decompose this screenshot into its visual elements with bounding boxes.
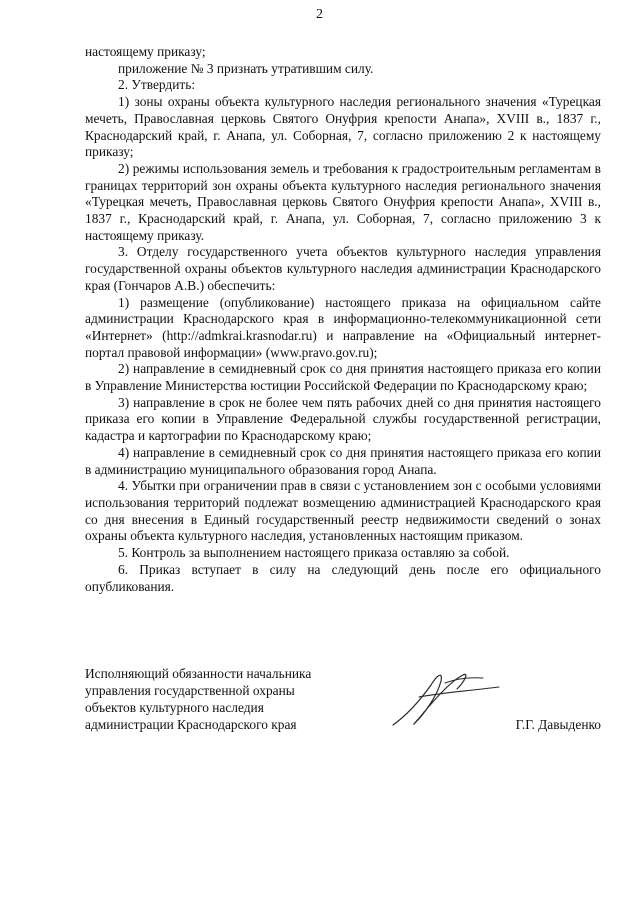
- paragraph: 2) направление в семидневный срок со дня принятия настоящего приказа его копии в Управление Министерства юстиции Российской Федерации по Краснодарскому краю;: [85, 361, 601, 394]
- paragraph: 1) зоны охраны объекта культурного наследия регионального значения «Турецкая мечеть, Православная церковь Святого Онуфрия крепости Анапа», XVIII в., 1837 г., Краснодарский край, г. Анапа, ул. Соборная, 7, согласно приложению 2 к настоящему приказу;: [85, 94, 601, 160]
- page-number: 2: [316, 7, 323, 22]
- signatory-title-line: Исполняющий обязанности начальника: [85, 666, 312, 681]
- signature-stroke: [419, 687, 499, 697]
- paragraph: 2. Утвердить:: [118, 77, 196, 93]
- paragraph: приложение № 3 признать утратившим силу.: [118, 60, 374, 76]
- document-body: [85, 44, 601, 595]
- signatory-title-line: объектов культурного наследия: [85, 700, 264, 715]
- handwritten-signature: [385, 663, 505, 733]
- signatory-title-line: администрации Краснодарского края: [85, 717, 297, 732]
- signature-block: [85, 665, 601, 745]
- signatory-title-line: управления государственной охраны: [85, 683, 295, 698]
- paragraph: 1) размещение (опубликование) настоящего приказа на официальном сайте администрации Краснодарского края в информационно-телекоммуникационной сети «Интернет» (http://admkrai.krasnodar.ru) и направление на «Официальный интернет-портал правовой информации» (www.pravo.gov.ru);: [85, 294, 601, 360]
- paragraph: 4. Убытки при ограничении прав в связи с установлением зон с особыми условиями использования территорий подлежат возмещению администрацией Краснодарского края со дня внесения в Единый государственный реестр недвижимости сведений о зонах охраны объекта культурного наследия, установленных настоящим приказом.: [85, 478, 601, 544]
- paragraph: 3) направление в срок не более чем пять рабочих дней со дня принятия настоящего приказа его копии в Управление Федеральной службы государственной регистрации, кадастра и картографии по Краснодарскому краю;: [85, 394, 601, 444]
- paragraph: 6. Приказ вступает в силу на следующий день после его официального опубликования.: [85, 561, 601, 594]
- paragraph: 4) направление в семидневный срок со дня принятия настоящего приказа его копии в администрацию муниципального образования город Анапа.: [85, 444, 601, 477]
- signatory-name: Г.Г. Давыденко: [515, 717, 601, 732]
- signatory-title: [85, 665, 311, 733]
- paragraph: 3. Отделу государственного учета объектов культурного наследия управления государственной охраны объектов культурного наследия администрации Краснодарского края (Гончаров А.В.) обеспечить:: [85, 244, 601, 293]
- paragraph: 2) режимы использования земель и требования к градостроительным регламентам в границах территорий зон охраны объекта культурного наследия регионального значения «Турецкая мечеть, Православная церковь Святого Онуфрия крепости Анапа», XVIII в., 1837 г., Краснодарский край, г. Анапа, ул. Соборная, 7, согласно приложению 3 к настоящему приказу.: [85, 160, 601, 243]
- paragraph: 5. Контроль за выполнением настоящего приказа оставляю за собой.: [118, 545, 510, 561]
- signature-stroke: [393, 674, 466, 725]
- paragraph: настоящему приказу;: [85, 44, 206, 59]
